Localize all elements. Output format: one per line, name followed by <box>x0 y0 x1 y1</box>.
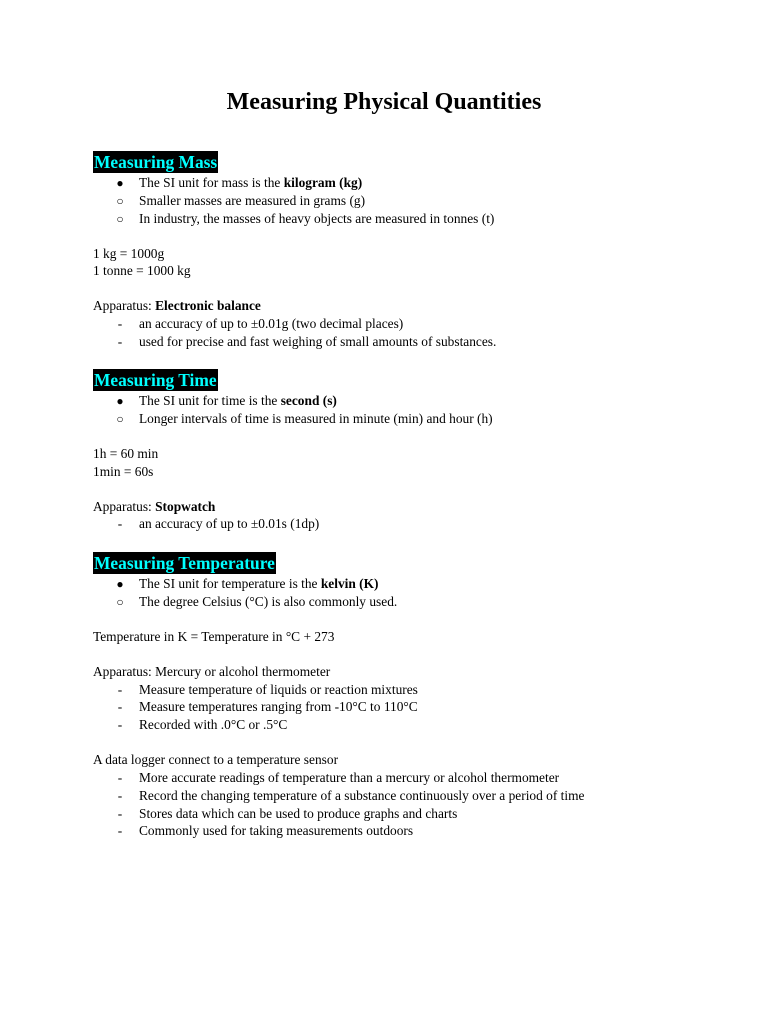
dash-marker: - <box>117 699 123 714</box>
list-item-text: Smaller masses are measured in grams (g) <box>139 193 366 208</box>
dash-marker: - <box>117 334 123 349</box>
hollow-bullet-marker: ○ <box>116 194 124 208</box>
list-item-text: Longer intervals of time is measured in minute (min) and hour (h) <box>139 411 493 426</box>
hollow-bullet-marker: ○ <box>116 212 124 226</box>
bold-term: kilogram (kg) <box>283 175 363 190</box>
list-item-text: Measure temperatures ranging from -10°C to 110°C <box>139 699 418 714</box>
list-item-text: Measure temperature of liquids or reaction mixtures <box>139 682 418 697</box>
dash-marker: - <box>117 516 123 531</box>
apparatus-line: Apparatus: Electronic balance <box>93 298 261 313</box>
list-item-text: used for precise and fast weighing of small amounts of substances. <box>139 334 497 349</box>
list-item-text: Commonly used for taking measurements outdoors <box>139 823 414 838</box>
list-item-text: In industry, the masses of heavy objects are measured in tonnes (t) <box>139 211 495 226</box>
list-item-text: More accurate readings of temperature than a mercury or alcohol thermometer <box>139 770 560 785</box>
apparatus-line: Apparatus: Mercury or alcohol thermometer <box>93 664 331 679</box>
dash-marker: - <box>117 806 123 821</box>
bold-term: second (s) <box>280 393 337 408</box>
bullet-marker: ● <box>116 394 124 408</box>
section-heading-mass: Measuring Mass <box>94 152 218 172</box>
section-heading-time: Measuring Time <box>94 370 217 390</box>
list-item-text: Stores data which can be used to produce graphs and charts <box>139 806 458 821</box>
list-item-text: The SI unit for temperature is the kelvin (K) <box>139 576 379 591</box>
list-item-text: an accuracy of up to ±0.01s (1dp) <box>139 516 320 531</box>
list-item-text: Record the changing temperature of a substance continuously over a period of time <box>139 788 585 803</box>
hollow-bullet-marker: ○ <box>116 412 124 426</box>
list-item-text: The degree Celsius (°C) is also commonly used. <box>139 594 398 609</box>
equation-line: 1h = 60 min <box>93 446 159 461</box>
list-item-text: The SI unit for time is the second (s) <box>139 393 337 408</box>
equation-line: 1 kg = 1000g <box>93 246 165 261</box>
equation-line: Temperature in K = Temperature in °C + 273 <box>93 629 335 644</box>
data-logger-line: A data logger connect to a temperature sensor <box>93 752 339 767</box>
bullet-marker: ● <box>116 176 124 190</box>
bullet-marker: ● <box>116 577 124 591</box>
dash-marker: - <box>117 717 123 732</box>
apparatus-line: Apparatus: Stopwatch <box>93 499 216 514</box>
dash-marker: - <box>117 682 123 697</box>
hollow-bullet-marker: ○ <box>116 595 124 609</box>
list-item-text: Recorded with .0°C or .5°C <box>139 717 288 732</box>
dash-marker: - <box>117 316 123 331</box>
section-heading-temperature: Measuring Temperature <box>94 553 275 573</box>
dash-marker: - <box>117 770 123 785</box>
equation-line: 1 tonne = 1000 kg <box>93 263 191 278</box>
bold-term: kelvin (K) <box>320 576 379 591</box>
dash-marker: - <box>117 823 123 838</box>
list-item-text: The SI unit for mass is the kilogram (kg) <box>139 175 363 190</box>
equation-line: 1min = 60s <box>93 464 154 479</box>
dash-marker: - <box>117 788 123 803</box>
list-item-text: an accuracy of up to ±0.01g (two decimal places) <box>139 316 404 331</box>
page-title: Measuring Physical Quantities <box>226 89 542 115</box>
apparatus-name: Stopwatch <box>155 499 216 514</box>
apparatus-name: Electronic balance <box>155 298 261 313</box>
